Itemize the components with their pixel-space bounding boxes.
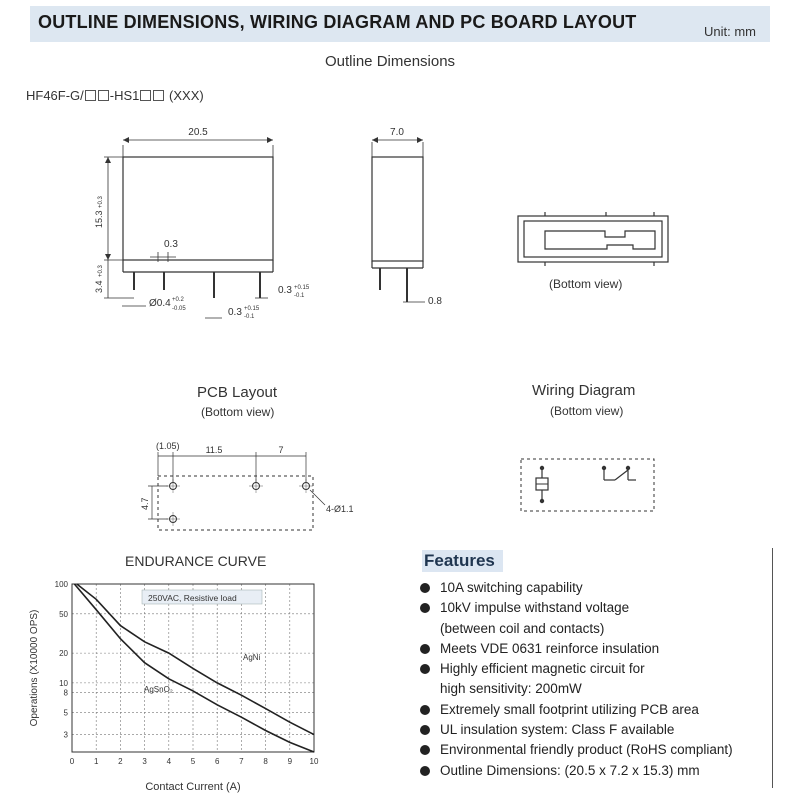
x-tick-label: 2 (118, 757, 123, 766)
y-tick-label: 3 (63, 730, 68, 740)
wiring-title: Wiring Diagram (532, 382, 636, 399)
dim-side-width: 7.0 (390, 127, 404, 138)
feature-item (420, 761, 733, 781)
bullet-icon (420, 705, 430, 715)
y-tick-label: 10 (59, 678, 68, 688)
series-label-agsno2: AgSnO₂ (144, 685, 173, 694)
dim-pin-width: 0.3 (164, 239, 178, 250)
y-tick-label: 5 (63, 708, 68, 718)
divider (772, 548, 773, 788)
dim-pin-diameter-tol-down: -0.05 (172, 306, 186, 312)
page-title: OUTLINE DIMENSIONS, WIRING DIAGRAM AND PC BOARD LAYOUT (38, 12, 637, 32)
dim-pcb-vertical: 4.7 (140, 497, 150, 510)
feature-item (420, 740, 733, 760)
wiring-subtitle: (Bottom view) (550, 404, 624, 418)
x-tick-label: 9 (287, 757, 293, 766)
part-prefix: HF46F-G/ (26, 88, 84, 103)
feature-text: Extremely small footprint utilizing PCB area (440, 701, 699, 717)
feature-item (420, 700, 733, 720)
feature-text: Meets VDE 0631 reinforce insulation (440, 640, 660, 656)
dim-pin-thickness-a: 0.3 (278, 285, 292, 296)
unit-label: Unit: mm (704, 24, 756, 39)
feature-item (420, 679, 733, 699)
dim-height-tol: +0.3 (98, 196, 104, 208)
feature-text: (between coil and contacts) (440, 620, 605, 636)
endurance-title: ENDURANCE CURVE (125, 553, 267, 569)
dim-side-pin-thickness: 0.8 (428, 296, 442, 307)
series-line-agsno2 (74, 584, 314, 752)
feature-text: Outline Dimensions: (20.5 x 7.2 x 15.3) mm (440, 762, 700, 778)
feature-item (420, 598, 733, 618)
dim-width: 20.5 (188, 127, 208, 138)
feature-text: Highly efficient magnetic circuit for (440, 661, 645, 677)
feature-text: 10kV impulse withstand voltage (440, 600, 630, 616)
dim-pcb-span2: 7 (278, 445, 284, 455)
feature-item (420, 578, 733, 598)
series-line-agni (77, 584, 314, 735)
bullet-icon (420, 664, 430, 674)
x-tick-label: 0 (69, 757, 75, 766)
x-tick-label: 4 (166, 757, 172, 766)
x-tick-label: 5 (190, 757, 196, 766)
y-tick-label: 8 (63, 688, 68, 698)
feature-item (420, 619, 733, 639)
pcb-subtitle: (Bottom view) (201, 405, 275, 419)
dim-pin-length-tol: +0.3 (98, 265, 104, 277)
dim-pin-thickness-a-tol-down: -0.1 (294, 293, 305, 299)
series-label-agni: AgNi (243, 653, 261, 662)
dim-height: 15.3 (94, 210, 104, 228)
x-tick-label: 1 (93, 757, 99, 766)
part-mid: -HS1 (109, 88, 140, 103)
x-tick-label: 7 (239, 757, 244, 766)
dim-pcb-offset: (1.05) (156, 441, 180, 451)
bullet-icon (420, 745, 430, 755)
dim-pin-thickness-b-tol-down: -0.1 (244, 314, 255, 320)
feature-text: 10A switching capability (440, 580, 583, 595)
feature-item (420, 720, 733, 740)
y-tick-label: 100 (54, 580, 68, 589)
features-list (420, 578, 733, 781)
chart-xlabel: Contact Current (A) (145, 781, 241, 793)
bullet-icon (420, 766, 430, 776)
chart-annotation: 250VAC, Resistive load (148, 593, 237, 603)
dim-pcb-span1: 11.5 (205, 445, 223, 455)
y-tick-label: 50 (59, 609, 68, 619)
dim-pin-diameter: Ø0.4 (149, 298, 171, 309)
pcb-title: PCB Layout (197, 384, 278, 401)
x-tick-label: 3 (142, 757, 147, 766)
feature-item (420, 659, 733, 679)
part-suffix: (XXX) (169, 88, 204, 103)
bullet-icon (420, 644, 430, 654)
dim-pin-thickness-b-tol-up: +0.15 (244, 306, 260, 312)
y-tick-label: 20 (59, 649, 68, 659)
feature-text: Environmental friendly product (RoHS compliant) (440, 742, 733, 758)
chart-ylabel: Operations (X10000 OPS) (29, 609, 40, 727)
feature-text: UL insulation system: Class F available (440, 722, 675, 738)
feature-text: high sensitivity: 200mW (440, 681, 582, 697)
bottom-view-label: (Bottom view) (549, 277, 623, 291)
features-title: Features (422, 550, 503, 572)
bullet-icon (420, 583, 430, 593)
bullet-icon (420, 603, 430, 613)
dim-pin-thickness-a-tol-up: +0.15 (294, 285, 310, 291)
dim-pin-thickness-b: 0.3 (228, 307, 242, 318)
x-tick-label: 6 (214, 757, 220, 766)
feature-item (420, 639, 733, 659)
bullet-icon (420, 725, 430, 735)
dim-pin-diameter-tol-up: +0.2 (172, 297, 184, 303)
x-tick-label: 10 (309, 757, 319, 766)
outline-title: Outline Dimensions (325, 53, 456, 70)
dim-pin-length: 3.4 (94, 280, 104, 293)
x-tick-label: 8 (263, 757, 268, 766)
dim-pcb-holes: 4-Ø1.1 (326, 504, 354, 514)
